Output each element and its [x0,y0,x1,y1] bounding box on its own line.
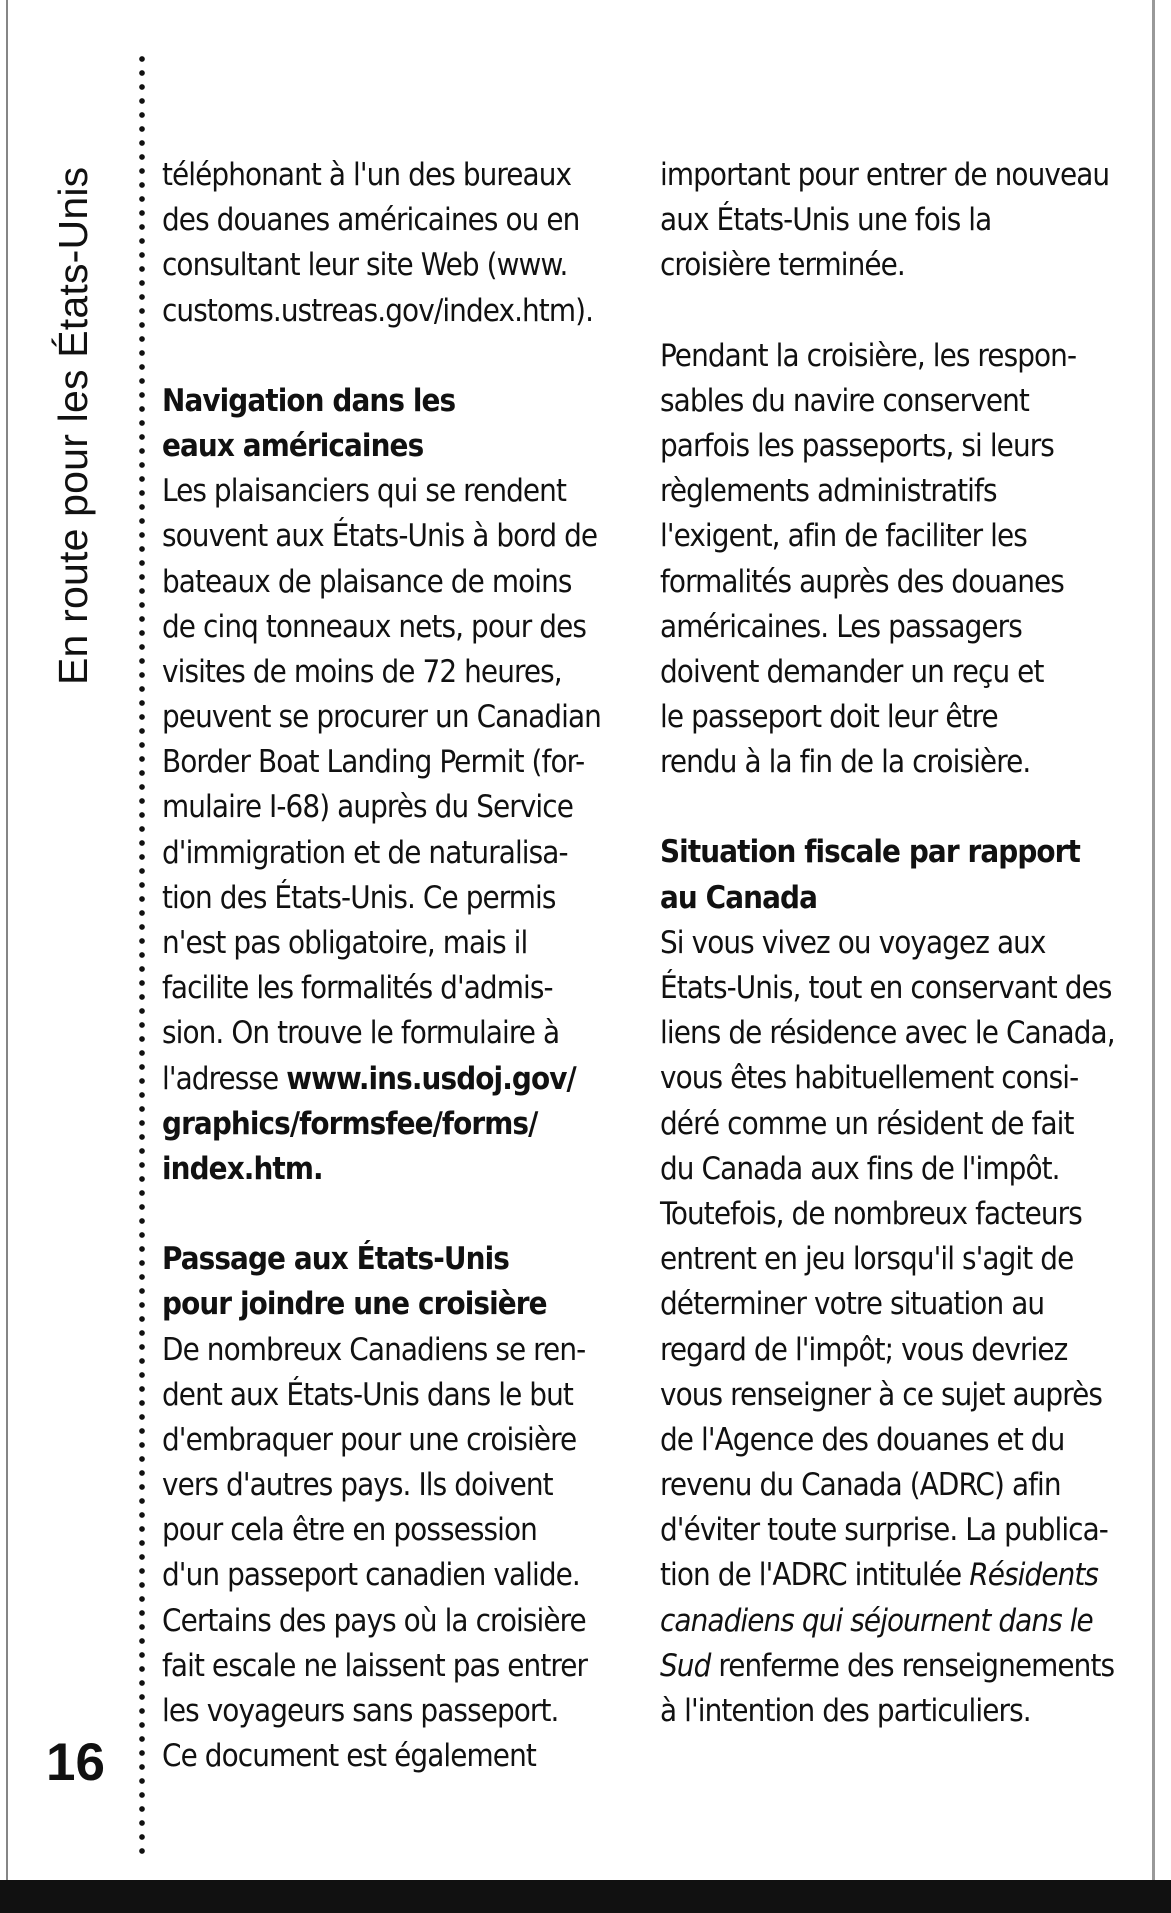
text-line: parfois les passeports, si leurs [660,427,1054,464]
text-line: formalités auprès des douanes [660,563,1064,600]
publication-title: Résidents [969,1557,1099,1594]
text-line: d'embraquer pour une croisière [162,1421,577,1458]
publication-line [660,1553,1130,1598]
publication-line [660,1644,1130,1689]
address-line [162,1057,632,1102]
text-line: Toutefois, de nombreux facteurs [660,1195,1082,1232]
text-line: règlements administratifs [660,473,997,510]
right-column [660,153,1130,1734]
text-line: Si vous vivez ou voyagez aux [660,924,1046,961]
text-line: rendu à la fin de la croisière. [660,744,1031,781]
scan-bottom-bar [0,1880,1171,1913]
scan-right-edge [1152,0,1155,1900]
text-line: sables du navire conservent [660,382,1029,419]
text-line: des douanes américaines ou en [162,202,580,239]
text-line: le passeport doit leur être [660,699,998,736]
text-line: important pour entrer de nouveau [660,157,1110,193]
text-line: peuvent se procurer un Canadian [162,699,601,736]
text-line: États-Unis, tout en conservant des [660,970,1112,1006]
text-line: tion des États-Unis. Ce permis [162,879,556,916]
text-line: d'immigration et de naturalisa- [162,834,568,871]
text-line: aux États-Unis une fois la [660,202,992,239]
text-line: doivent demander un reçu et [660,653,1044,690]
text-line: vers d'autres pays. Ils doivent [162,1467,553,1504]
section-heading: au Canada [660,879,818,916]
text-line: facilite les formalités d'admis- [162,970,553,1007]
text-line: du Canada aux fins de l'impôt. [660,1150,1060,1187]
text-line: Pendant la croisière, les respon- [660,337,1077,374]
publication-title: canadiens qui séjournent dans le [660,1602,1093,1639]
text-line: mulaire I-68) auprès du Service [162,789,573,826]
text-line: Ce document est également [162,1738,536,1775]
text-line: Les plaisanciers qui se rendent [162,473,566,510]
text-line: fait escale ne laissent pas entrer [162,1647,588,1684]
text-line: visites de moins de 72 heures, [162,653,562,690]
text-line: consultant leur site Web (www. [162,247,568,284]
text-line: n'est pas obligatoire, mais il [162,925,528,961]
text-line: Border Boat Landing Permit (for- [162,744,585,781]
text-line: revenu du Canada (ADRC) afin [660,1467,1061,1504]
text-line: liens de résidence avec le Canada, [660,1015,1115,1052]
text-line: pour cela être en possession [162,1512,537,1549]
page-number: 16 [46,1733,105,1792]
text-line: téléphonant à l'un des bureaux [162,157,572,193]
text-line: de l'Agence des douanes et du [660,1421,1065,1458]
text-line: bateaux de plaisance de moins [162,563,572,600]
text-line: vous renseigner à ce sujet auprès [660,1376,1103,1413]
text-line: déterminer votre situation au [660,1286,1045,1323]
left-column [162,153,632,1779]
publication-title: Sud [660,1647,711,1684]
publication-line [660,1599,1130,1644]
section-heading: Situation fiscale par rapport [660,834,1080,871]
publication-rest: renferme des renseignements [710,1647,1115,1684]
ins-link[interactable]: www.ins.usdoj.gov/ [286,1060,576,1097]
text-line: Certains des pays où la croisière [162,1602,586,1639]
section-heading: pour joindre une croisière [162,1286,547,1323]
section-heading: Navigation dans les [162,382,456,419]
text-line: les voyageurs sans passeport. [162,1693,559,1729]
text-line: customs.ustreas.gov/index.htm). [162,292,594,329]
publication-prefix: tion de l'ADRC intitulée [660,1557,970,1594]
text-line: l'exigent, afin de faciliter les [660,518,1027,555]
scan-left-edge [6,0,8,1900]
text-line: à l'intention des particuliers. [660,1693,1031,1729]
text-line: d'un passeport canadien valide. [162,1557,580,1594]
section-heading: Passage aux États-Unis [162,1241,509,1278]
text-line: dent aux États-Unis dans le but [162,1376,573,1413]
text-line: souvent aux États-Unis à bord de [162,518,598,555]
text-line: déré comme un résident de fait [660,1105,1074,1142]
ins-link[interactable]: graphics/formsfee/forms/ [162,1105,538,1142]
address-prefix: l'adresse [162,1060,287,1097]
running-title: En route pour les États-Unis [50,166,96,685]
section-heading: eaux américaines [162,427,424,464]
text-line: entrent en jeu lorsqu'il s'agit de [660,1241,1074,1278]
text-line: De nombreux Canadiens se ren- [162,1331,586,1368]
text-line: d'éviter toute surprise. La publica- [660,1512,1108,1549]
dotted-rule [139,52,145,1862]
text-line: de cinq tonneaux nets, pour des [162,608,586,645]
text-line: croisière terminée. [660,247,905,284]
ins-link[interactable]: index.htm. [162,1150,323,1187]
text-line: vous êtes habituellement consi- [660,1060,1079,1097]
text-line: américaines. Les passagers [660,608,1022,645]
text-line: sion. On trouve le formulaire à [162,1015,560,1052]
text-line: regard de l'impôt; vous devriez [660,1331,1068,1368]
